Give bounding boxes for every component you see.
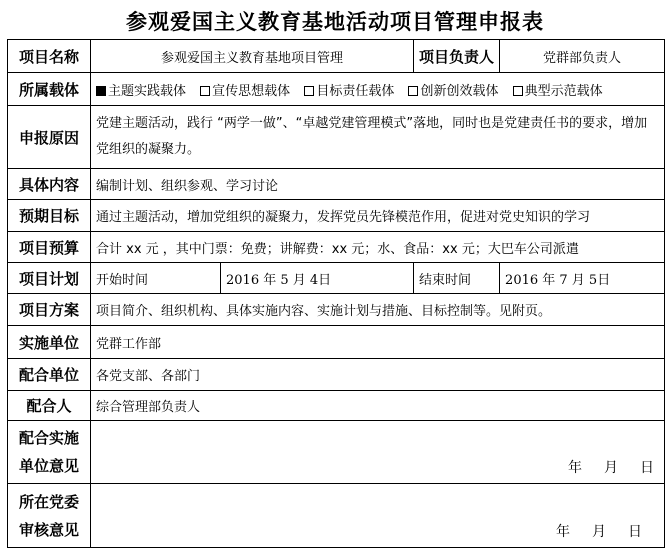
scheme-value[interactable]: 项目简介、组织机构、具体实施内容、实施计划与措施、目标控制等。见附页。 xyxy=(91,294,665,326)
coop-opinion-label xyxy=(8,421,91,484)
cooperator-person-value[interactable]: 综合管理部负责人 xyxy=(91,391,665,421)
day-label: 日 xyxy=(640,460,655,476)
content-value[interactable]: 编制计划、组织参观、学习讨论 xyxy=(91,169,665,200)
goal-label: 预期目标 xyxy=(8,200,91,232)
end-time-value[interactable]: 2016 年 7 月 5日 xyxy=(500,263,665,294)
party-opinion-date xyxy=(534,521,642,541)
form-title: 参观爱国主义教育基地活动项目管理申报表 xyxy=(126,9,544,34)
goal-value[interactable]: 通过主题活动，增加党组织的凝聚力，发挥党员先锋模范作用，促进对党史知识的学习 xyxy=(91,200,665,232)
budget-value[interactable]: 合计 xx 元 ，其中门票：免费；讲解费：xx 元；水、食品：xx 元；大巴车公司派遣 xyxy=(91,232,665,263)
implementer-label: 实施单位 xyxy=(8,326,91,359)
checkbox-icon[interactable] xyxy=(200,86,210,96)
party-opinion-label-line2: 审核意见 xyxy=(18,520,79,539)
month-label: 月 xyxy=(592,524,607,540)
carrier-option-label: 主题实践载体 xyxy=(108,83,187,99)
month-label: 月 xyxy=(604,460,619,476)
content-label: 具体内容 xyxy=(8,169,91,200)
project-owner-value[interactable]: 党群部负责人 xyxy=(500,40,665,73)
carrier-option-responsibility[interactable] xyxy=(304,84,394,99)
scheme-label: 项目方案 xyxy=(8,294,91,326)
row-reason xyxy=(8,106,665,169)
coop-opinion-date xyxy=(546,457,654,477)
carrier-label: 所属载体 xyxy=(8,73,91,106)
plan-label: 项目计划 xyxy=(8,263,91,294)
cooperator-label: 配合单位 xyxy=(8,359,91,391)
cooperator-value[interactable]: 各党支部、各部门 xyxy=(91,359,665,391)
row-cooperator-person xyxy=(8,391,665,421)
checkbox-checked-icon[interactable] xyxy=(96,86,106,96)
carrier-option-label: 典型示范载体 xyxy=(524,83,603,99)
day-label: 日 xyxy=(628,524,643,540)
row-coop-opinion xyxy=(8,421,665,484)
row-budget xyxy=(8,232,665,263)
row-goal xyxy=(8,200,665,232)
coop-opinion-label-line2: 单位意见 xyxy=(18,457,79,475)
row-content xyxy=(8,169,665,200)
carrier-option-publicity[interactable] xyxy=(200,84,290,99)
row-scheme xyxy=(8,294,665,326)
party-opinion-label-line1: 所在党委 xyxy=(18,492,79,511)
year-label: 年 xyxy=(568,460,583,476)
party-opinion-field[interactable] xyxy=(91,484,665,548)
checkbox-icon[interactable] xyxy=(513,86,523,96)
row-cooperator xyxy=(8,359,665,391)
start-time-value[interactable]: 2016 年 5 月 4日 xyxy=(221,263,414,294)
application-form-table xyxy=(7,39,665,548)
checkbox-icon[interactable] xyxy=(408,86,418,96)
cooperator-person-label: 配合人 xyxy=(8,391,91,421)
row-party-opinion xyxy=(8,484,665,548)
row-plan xyxy=(8,263,665,294)
end-time-label: 结束时间 xyxy=(414,263,500,294)
carrier-option-label: 创新创效载体 xyxy=(420,83,499,99)
carrier-option-label: 目标责任载体 xyxy=(316,83,395,99)
party-opinion-label xyxy=(8,484,91,548)
coop-opinion-label-line1: 配合实施 xyxy=(18,429,79,447)
row-project-name xyxy=(8,40,665,73)
project-name-value[interactable]: 参观爱国主义教育基地项目管理 xyxy=(91,40,414,73)
project-owner-label: 项目负责人 xyxy=(414,40,500,73)
start-time-label: 开始时间 xyxy=(91,263,221,294)
carrier-option-innovation[interactable] xyxy=(408,84,498,99)
reason-value[interactable]: 党建主题活动，践行 “两学一做”、“卓越党建管理模式”落地，同时也是党建责任书的要求，增加党组织的凝聚力。 xyxy=(91,106,665,169)
reason-label: 申报原因 xyxy=(8,106,91,169)
budget-label: 项目预算 xyxy=(8,232,91,263)
carrier-options xyxy=(91,73,665,106)
year-label: 年 xyxy=(556,524,571,540)
carrier-option-model[interactable] xyxy=(513,84,603,99)
project-name-label: 项目名称 xyxy=(8,40,91,73)
implementer-value[interactable]: 党群工作部 xyxy=(91,326,665,359)
row-implementer xyxy=(8,326,665,359)
coop-opinion-field[interactable] xyxy=(91,421,665,484)
carrier-option-label: 宣传思想载体 xyxy=(212,83,291,99)
carrier-option-theme-practice[interactable] xyxy=(96,84,186,99)
row-carrier xyxy=(8,73,665,106)
checkbox-icon[interactable] xyxy=(304,86,314,96)
